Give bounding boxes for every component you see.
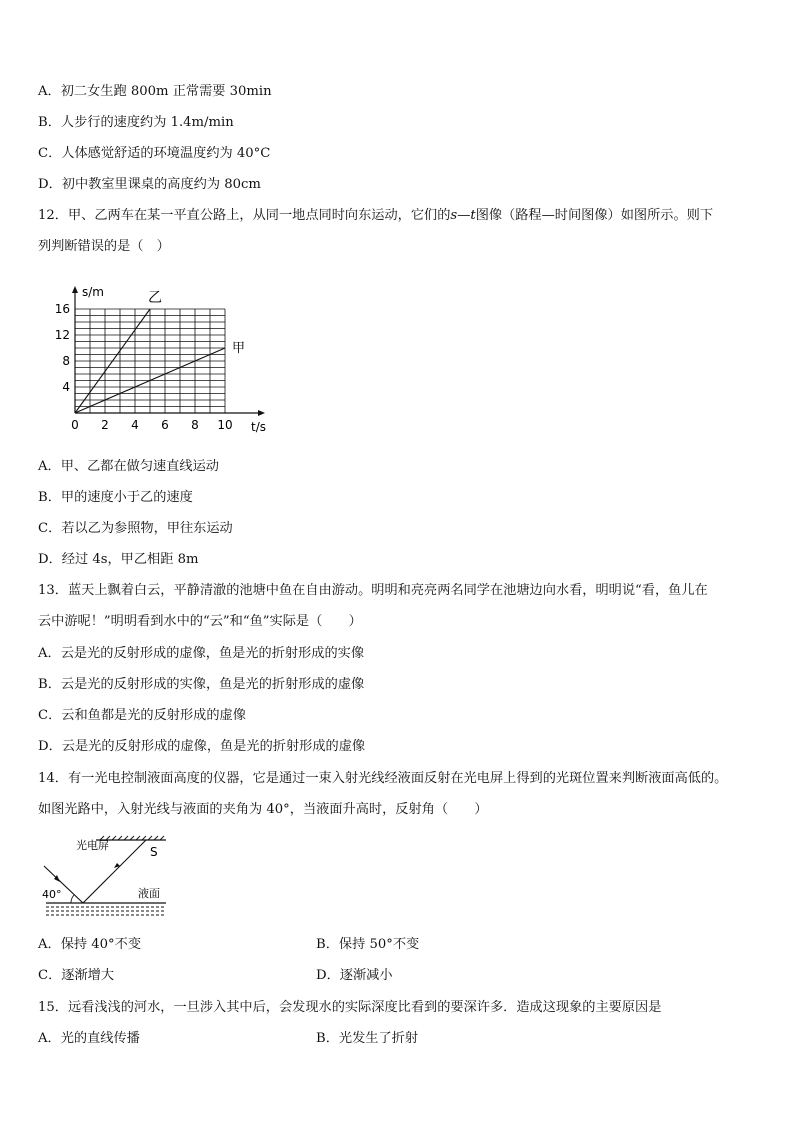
q13-stem-line2: 云中游呢！”明明看到水中的“云”和“鱼”实际是（ ） (38, 614, 362, 629)
q14-option-d: D．逐渐减小 (316, 968, 393, 983)
q12-var-t: t (470, 208, 476, 223)
q13-option-a: A．云是光的反射形成的虚像，鱼是光的折射形成的实像 (38, 646, 365, 661)
q12-option-c: C．若以乙为参照物，甲往东运动 (38, 521, 233, 536)
x-tick-label: 4 (131, 418, 139, 432)
q15-option-b: B．光发生了折射 (316, 1031, 419, 1046)
screen-label: 光电屏 (76, 839, 109, 852)
graph-grid (75, 309, 225, 413)
q15-option-a: A．光的直线传播 (38, 1031, 140, 1046)
liquid-dashes (46, 907, 166, 915)
q12-stem-text-rest: 图像（路程—时间图像）如图所示。则下 (475, 208, 714, 223)
q13-option-d: D．云是光的反射形成的虚像，鱼是光的折射形成的虚像 (38, 739, 366, 754)
q14-option-b: B．保持 50°不变 (316, 937, 420, 952)
q13-stem-line1: 13．蓝天上飘着白云，平静清澈的池塘中鱼在自由游动。明明和亮亮两名同学在池塘边向水看，明明说“看，鱼儿在 (38, 583, 708, 598)
x-tick-label: 2 (101, 418, 109, 432)
q14-stem-line1: 14．有一光电控制液面高度的仪器，它是通过一束入射光线经液面反射在光电屏上得到的光斑位置来判断液面高低的。 (38, 771, 728, 786)
q11-option-d: D．初中教室里课桌的高度约为 80cm (38, 177, 261, 192)
x-tick-label: 10 (217, 418, 233, 432)
y-tick-label: 8 (62, 354, 70, 368)
x-tick-label: 6 (161, 418, 169, 432)
series-label-yi: 乙 (148, 290, 162, 306)
st-graph (50, 280, 280, 440)
q11-option-a: A．初二女生跑 800m 正常需要 30min (38, 84, 272, 99)
liquid-label: 液面 (138, 887, 160, 900)
angle-arc (71, 895, 74, 903)
q14-option-c: C．逐渐增大 (38, 968, 115, 983)
q11-option-c: C．人体感觉舒适的环境温度约为 40°C (38, 146, 271, 161)
q15-stem-line1: 15．远看浅浅的河水，一旦涉入其中后，会发现水的实际深度比看到的要深许多．造成这现象的主要原因是 (38, 1000, 662, 1015)
q14-stem-line2: 如图光路中，入射光线与液面的夹角为 40°，当液面升高时，反射角（ ） (38, 802, 488, 817)
x-axis-arrow (258, 410, 265, 416)
q12-dash: — (457, 208, 471, 223)
q13-option-c: C．云和鱼都是光的反射形成的虚像 (38, 708, 246, 723)
q12-stem-line2: 列判断错误的是（ ） (38, 239, 170, 254)
q14-option-a: A．保持 40°不变 (38, 937, 142, 952)
q12-var-s: s (450, 208, 458, 223)
y-tick-label: 16 (54, 302, 70, 316)
q11-option-b: B．人步行的速度约为 1.4m/min (38, 115, 234, 130)
spot-s-label: S (150, 845, 158, 859)
q12-option-b: B．甲的速度小于乙的速度 (38, 490, 193, 505)
angle-label: 40° (42, 888, 62, 901)
y-tick-label: 12 (54, 328, 70, 342)
y-tick-label: 4 (62, 380, 70, 394)
q12-stem-text: 12．甲、乙两车在某一平直公路上，从同一地点同时向东运动，它们的 (38, 208, 451, 223)
x-axis-label: t/s (251, 420, 266, 434)
q12-option-d: D．经过 4s，甲乙相距 8m (38, 552, 199, 567)
y-axis-arrow (72, 286, 78, 293)
q12-option-a: A．甲、乙都在做匀速直线运动 (38, 459, 219, 474)
x-tick-label: 0 (71, 418, 79, 432)
series-label-jia: 甲 (232, 341, 246, 356)
x-tick-label: 8 (191, 418, 199, 432)
y-axis-label: s/m (82, 285, 104, 299)
light-path-figure (38, 832, 178, 922)
q13-option-b: B．云是光的反射形成的实像，鱼是光的折射形成的虚像 (38, 677, 365, 692)
q12-stem-line1 (38, 207, 713, 225)
